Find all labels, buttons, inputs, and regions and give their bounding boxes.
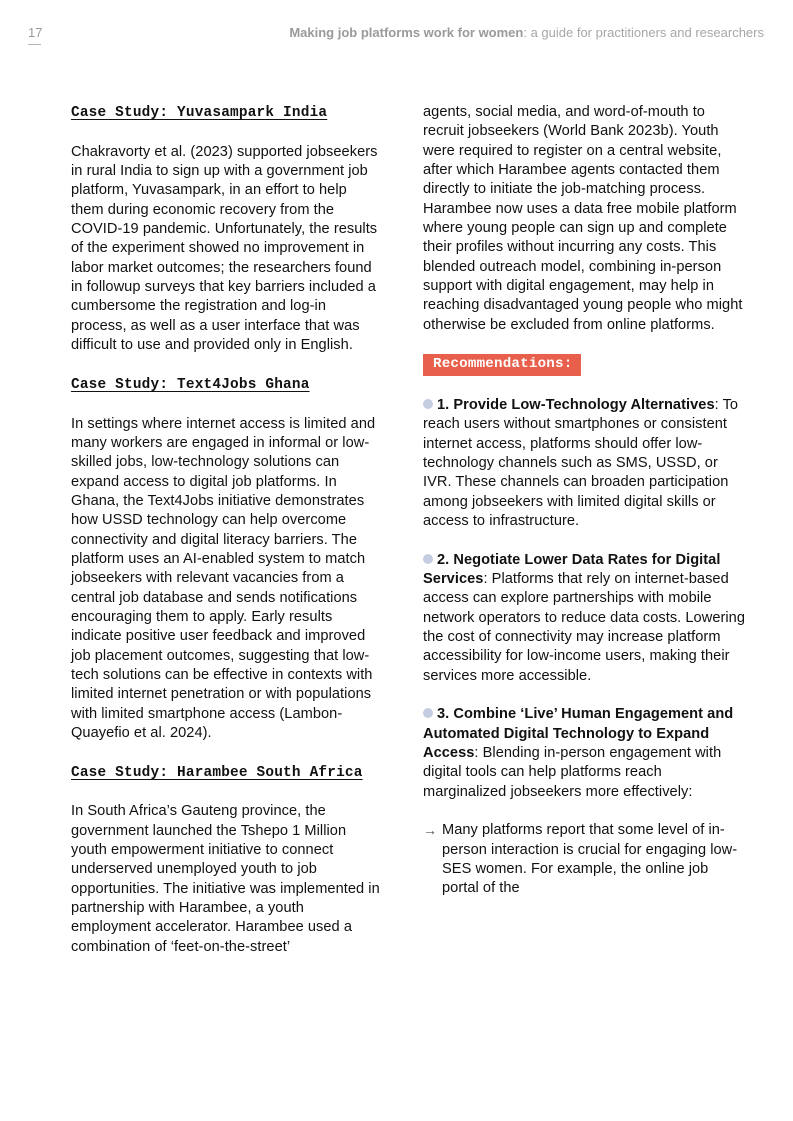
bullet-dot-icon (423, 399, 433, 409)
case-study-heading-ghana: Case Study: Text4Jobs Ghana (71, 376, 310, 393)
arrow-list-item (423, 821, 748, 898)
harambee-continuation: agents, social media, and word-of-mouth to recruit jobseekers (World Bank 2023b). Youth were required to register on a central website, after which Harambee agents contacted them directly to initiate the job-matching process. Harambee now uses a data free mobile platform where young people can sign up and complete their profiles without incurring any costs. This blended outreach model, combining in-person support with digital engagement, may help in reaching disadvantaged young people who might otherwise be excluded from online platforms. (423, 104, 743, 333)
page-number-rule (28, 44, 41, 45)
recommendation-1-body: : To reach users without smartphones or consistent internet access, platforms should offer low-technology channels such as SMS, USSD, or IVR. These channels can broaden participation among jobseekers with limited digital skills or access to infrastructure. (423, 396, 739, 529)
recommendations-badge: Recommendations: (423, 354, 581, 376)
arrow-list-item-text: Many platforms report that some level of in-person interaction is crucial for engaging low-SES women. For example, the online job portal of the (442, 822, 738, 897)
running-header-subtitle: : a guide for practitioners and researchers (523, 25, 764, 40)
case-study-heading-south-africa: Case Study: Harambee South Africa (71, 764, 363, 781)
recommendation-3-body: : Blending in-person engagement with digital tools can help platforms reach marginalized jobseekers more effectively: (423, 745, 722, 800)
recommendation-2-body: : Platforms that rely on internet-based access can explore partnerships with mobile network operators to reduce data costs. Lowering the cost of connectivity may increase platform accessibility for low-income users, making their services more accessible. (423, 570, 746, 684)
case-study-body-india: Chakravorty et al. (2023) supported jobseekers in rural India to sign up with a government job platform, Yuvasampark, in an effort to help them during economic recovery from the COVID-19 pandemic. Unfortunately, the results of the experiment showed no improvement in labor market outcomes; the researchers found in followup surveys that key barriers included a cumbersome the registration and log-in process, as well as a user interface that was difficult to use and provided only in English. (71, 143, 378, 354)
page-number: 17 (28, 25, 43, 40)
arrow-right-icon: → (423, 822, 438, 839)
bullet-dot-icon (423, 708, 433, 718)
right-column (423, 103, 748, 899)
running-header (289, 25, 764, 40)
recommendation-3 (423, 705, 748, 802)
recommendation-2-title: 2. Negotiate Lower Data Rates for Digital Services (423, 551, 721, 587)
recommendation-3-title: 3. Combine ‘Live’ Human Engagement and Automated Digital Technology to Expand Access (423, 706, 734, 761)
running-header-title: Making job platforms work for women (289, 25, 524, 40)
recommendation-2 (423, 551, 748, 686)
case-study-body-ghana: In settings where internet access is limited and many workers are engaged in informal or low-skilled jobs, low-technology solutions can expand access to digital job platforms. In Ghana, the Text4Jobs initiative demonstrates how USSD technology can help overcome connectivity and digital literacy barriers. The platform uses an AI-enabled system to match jobseekers with relevant vacancies from a central job database and sends notifications encouraging them to apply. Early results indicate positive user feedback and improved job placement outcomes, suggesting that low-tech solutions can be effective in contexts with limited internet penetration or with populations with limited smartphone access (Lambon-Quayefio et al. 2024). (71, 415, 376, 741)
recommendation-1 (423, 396, 748, 531)
recommendation-1-title: 1. Provide Low-Technology Alternatives (437, 396, 715, 413)
case-study-heading-india: Case Study: Yuvasampark India (71, 105, 328, 121)
bullet-dot-icon (423, 554, 433, 564)
case-study-body-south-africa: In South Africa’s Gauteng province, the government launched the Tshepo 1 Million youth empowerment initiative to connect underserved unemployed youth to job opportunities. The initiative was implemented in partnership with Harambee, a youth employment accelerator. Harambee used a combination of ‘feet-on-the-street’ (71, 803, 380, 955)
left-column (71, 103, 383, 957)
